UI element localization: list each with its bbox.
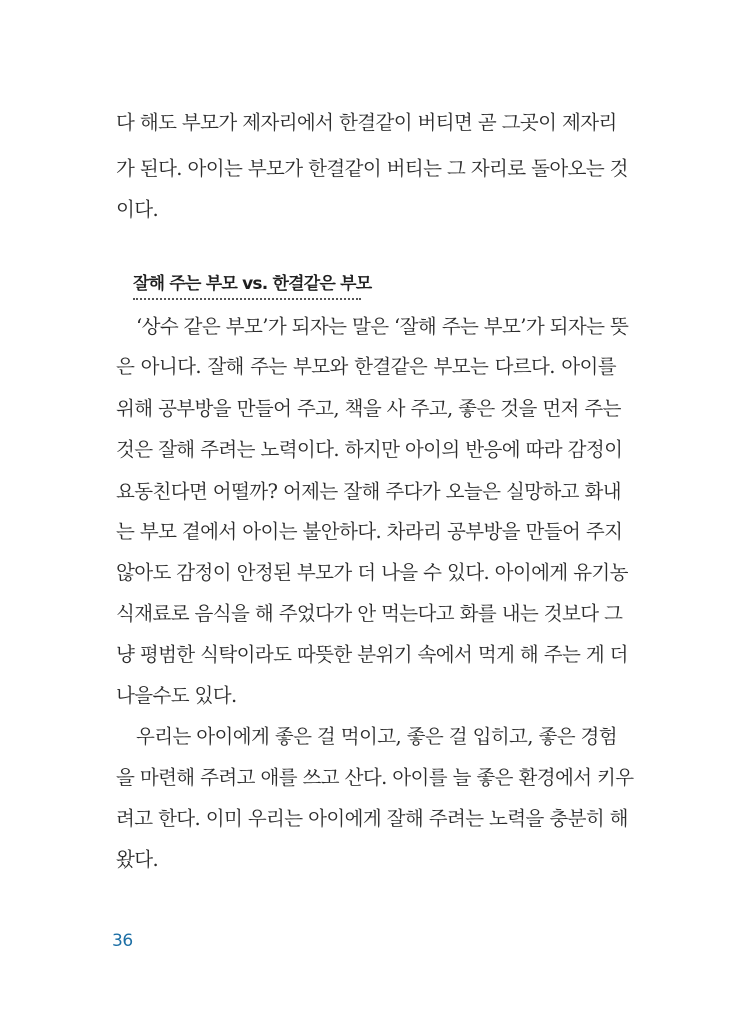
body-line: 냥 평범한 식탁이라도 따뜻한 분위기 속에서 먹게 해 주는 게 더 xyxy=(116,643,628,666)
body-line: 는 부모 곁에서 아이는 불안하다. 차라리 공부방을 만들어 주지 xyxy=(116,520,623,543)
body-line: 것은 잘해 주려는 노력이다. 하지만 아이의 반응에 따라 감정이 xyxy=(116,438,623,461)
body-line: 려고 한다. 이미 우리는 아이에게 잘해 주려는 노력을 충분히 해 xyxy=(116,807,628,830)
body-line: 않아도 감정이 안정된 부모가 더 나을 수 있다. 아이에게 유기농 xyxy=(116,561,628,584)
body-line: ‘상수 같은 부모’가 되자는 말은 ‘잘해 주는 부모’가 되자는 뜻 xyxy=(136,315,629,338)
body-line: 요동친다면 어떨까? 어제는 잘해 주다가 오늘은 실망하고 화내 xyxy=(116,480,621,503)
heading-dotted-rule xyxy=(133,298,361,300)
body-line: 왔다. xyxy=(116,848,159,871)
body-line: 은 아니다. 잘해 주는 부모와 한결같은 부모는 다르다. 아이를 xyxy=(116,355,616,378)
body-line: 다 해도 부모가 제자리에서 한결같이 버티면 곧 그곳이 제자리 xyxy=(116,111,617,134)
body-line: 을 마련해 주려고 애를 쓰고 산다. 아이를 늘 좋은 환경에서 키우 xyxy=(116,766,634,789)
section-heading: 잘해 주는 부모 vs. 한결같은 부모 xyxy=(133,274,372,294)
body-line: 위해 공부방을 만들어 주고, 책을 사 주고, 좋은 것을 먼저 주는 xyxy=(116,397,621,420)
page-number: 36 xyxy=(112,931,133,951)
body-line: 나을수도 있다. xyxy=(116,684,237,707)
body-line: 이다. xyxy=(116,198,159,221)
body-line: 식재료로 음식을 해 주었다가 안 먹는다고 화를 내는 것보다 그 xyxy=(116,602,623,625)
body-line: 우리는 아이에게 좋은 걸 먹이고, 좋은 걸 입히고, 좋은 경험 xyxy=(136,725,618,748)
body-line: 가 된다. 아이는 부모가 한결같이 버티는 그 자리로 돌아오는 것 xyxy=(116,157,628,180)
